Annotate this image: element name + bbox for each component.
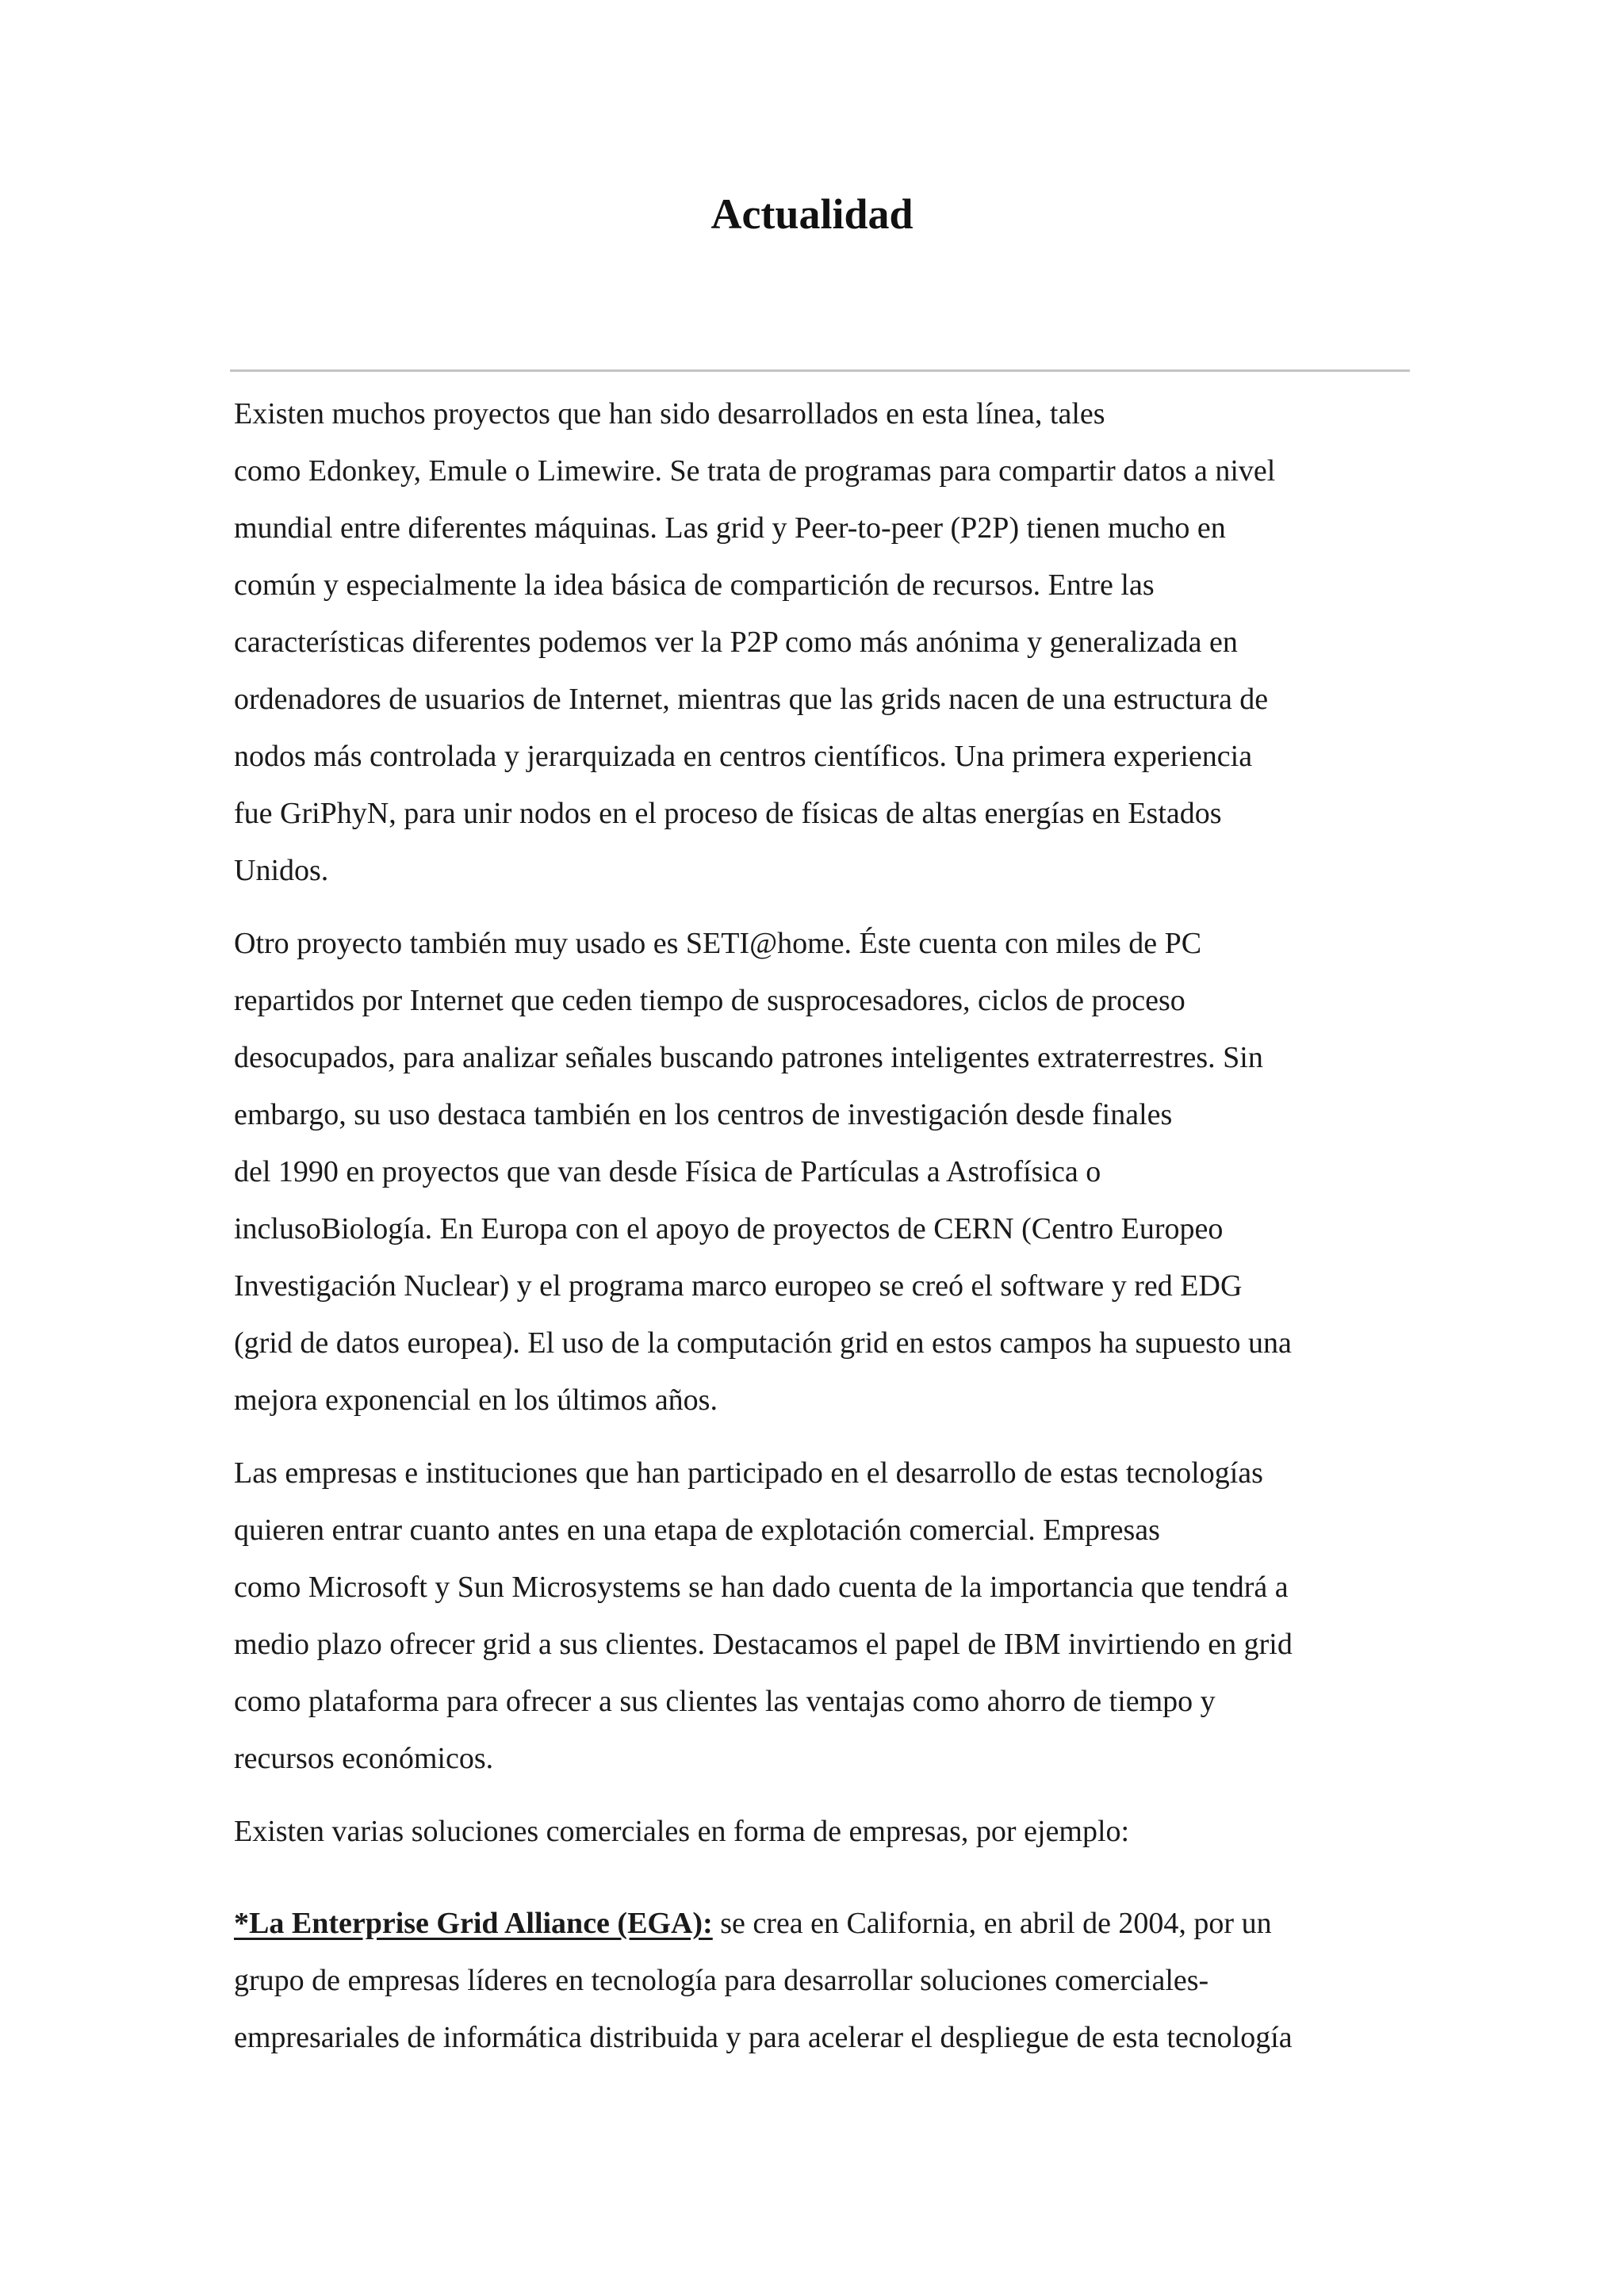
text-line: nodos más controlada y jerarquizada en centros científicos. Una primera experiencia — [234, 740, 1253, 773]
text-line: grupo de empresas líderes en tecnología para desarrollar soluciones comerciales- — [234, 1964, 1209, 1997]
text-line: como Edonkey, Emule o Limewire. Se trata de programas para compartir datos a nivel — [234, 454, 1276, 488]
text-line: mundial entre diferentes máquinas. Las grid y Peer-to-peer (P2P) tienen mucho en — [234, 511, 1226, 545]
text-line: desocupados, para analizar señales buscando patrones inteligentes extraterrestres. Sin — [234, 1041, 1263, 1074]
ega-heading: *La Enterprise Grid Alliance (EGA): — [234, 1907, 713, 1940]
text-line: inclusoBiología. En Europa con el apoyo de proyectos de CERN (Centro Europeo — [234, 1212, 1224, 1246]
text-line: Unidos. — [234, 854, 329, 887]
document-body — [234, 385, 1423, 2082]
text-line: como Microsoft y Sun Microsystems se han dado cuenta de la importancia que tendrá a — [234, 1571, 1289, 1604]
title-divider — [230, 369, 1410, 372]
text-line: Existen varias soluciones comerciales en forma de empresas, por ejemplo: — [234, 1815, 1130, 1848]
text-line: del 1990 en proyectos que van desde Física de Partículas a Astrofísica o — [234, 1155, 1101, 1188]
paragraph-seti — [234, 915, 1423, 1429]
text-line: quieren entrar cuanto antes en una etapa de explotación comercial. Empresas — [234, 1513, 1160, 1547]
text-line: mejora exponencial en los últimos años. — [234, 1383, 718, 1417]
text-line: Investigación Nuclear) y el programa marco europeo se creó el software y red EDG — [234, 1269, 1243, 1303]
text-line: recursos económicos. — [234, 1742, 494, 1775]
text-line: (grid de datos europea). El uso de la computación grid en estos campos ha supuesto una — [234, 1326, 1292, 1360]
paragraph-empresas — [234, 1445, 1423, 1787]
ega-first-line-text: se crea en California, en abril de 2004, por un — [712, 1907, 1272, 1940]
text-line: repartidos por Internet que ceden tiempo de susprocesadores, ciclos de proceso — [234, 984, 1185, 1017]
paragraph-soluciones — [234, 1803, 1423, 1860]
text-line: común y especialmente la idea básica de compartición de recursos. Entre las — [234, 568, 1155, 602]
text-line: empresariales de informática distribuida y para acelerar el despliegue de esta tecnología — [234, 2021, 1293, 2054]
paragraph-ega — [234, 1895, 1423, 2066]
text-line — [234, 1895, 1423, 1952]
text-line: como plataforma para ofrecer a sus clientes las ventajas como ahorro de tiempo y — [234, 1685, 1216, 1718]
text-line: características diferentes podemos ver la P2P como más anónima y generalizada en — [234, 626, 1238, 659]
page-title: Actualidad — [710, 190, 914, 238]
text-line: Existen muchos proyectos que han sido desarrollados en esta línea, tales — [234, 397, 1105, 430]
text-line: embargo, su uso destaca también en los centros de investigación desde finales — [234, 1098, 1173, 1131]
paragraph-p2p — [234, 385, 1423, 899]
text-line: Otro proyecto también muy usado es SETI@home. Éste cuenta con miles de PC — [234, 927, 1202, 960]
text-line: Las empresas e instituciones que han participado en el desarrollo de estas tecnologías — [234, 1456, 1263, 1490]
text-line: ordenadores de usuarios de Internet, mientras que las grids nacen de una estructura de — [234, 683, 1269, 716]
text-line: fue GriPhyN, para unir nodos en el proceso de físicas de altas energías en Estados — [234, 797, 1222, 830]
text-line: medio plazo ofrecer grid a sus clientes. Destacamos el papel de IBM invirtiendo en grid — [234, 1628, 1293, 1661]
